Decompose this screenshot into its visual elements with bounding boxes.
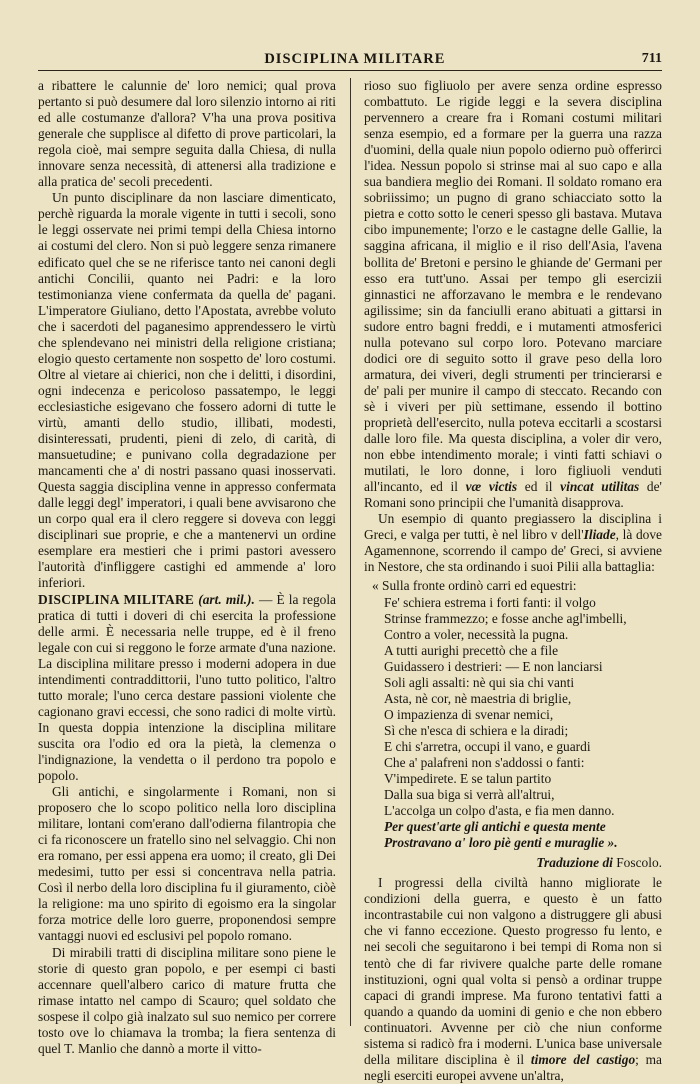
verse-line: Asta, nè cor, nè maestria di briglie, (384, 690, 572, 706)
verse-line: Prostravano a' loro piè genti e muraglie ». (384, 835, 618, 851)
verse-line: V'impedirete. E se talun partito (384, 771, 552, 787)
right-column (364, 78, 662, 1084)
entry-abbreviation: (art. mil.). (198, 591, 255, 607)
text-run: I progressi della civiltà hanno migliorate le condizioni della guerra, e questo è un fatto incontrastabile cui non valgono a distruggere gli abusi che vi fanno eccezione. Questo progresso fu lento, e nei secoli che seguitarono i bei tempi di Roma non si tentò che di far rivivere qualche parte delle romane instituzioni, ogni qual volta si pensò a ordinar truppe capaci di grandi imprese. Ma furono tentativi fatti a quando a quando da uomini di genio e che non ebbero continuatori. Avvenne per ciò che niun conforme sistema si radicò fra i moderni. L'unica base universale della militare disciplina è il (364, 875, 662, 1067)
verse-line: Dalla sua biga si verrà all'altrui, (384, 787, 555, 803)
text-run: , là dove Agamennone, scorrendo il campo de' Greci, si avviene in Nestore, che sta ordinando i suoi Pilii alla battaglia: (364, 527, 662, 575)
translation-label: Traduzione di (536, 855, 613, 871)
entry-definition: — È la regola pratica di tutti i doveri di chi esercita la professione delle armi. È necessaria nelle truppe, ed è il freno legale con cui si reggono le forze armate d'una nazione. La disciplina militare presso i moderni adopera in due intendimenti contraddittorii, l'uno tutto politico, l'altro tutto morale; l'uno cerca destare passioni violente che cagionano gravi eccessi, che sono radici di molte virtù. In questa doppia intenzione la disciplina militare suscita ora l'odio ed ora la pietà, la clemenza o l'indignazione, la vendetta o il perdono tra popolo e popolo. (38, 591, 336, 784)
verse-line: O impazienza di svenar nemici, (384, 706, 554, 722)
translation-credit (364, 855, 662, 871)
paragraph (364, 511, 662, 575)
verse-line: Strinse frammezzo; e fosse anche agl'imbelli, (384, 610, 627, 626)
latin-phrase: vincat utilitas (560, 479, 640, 495)
text-run: de' Romani sono principii che l'umanità disapprova. (364, 479, 662, 511)
verse-line: Contro a voler, necessità la pugna. (384, 626, 569, 642)
verse-line: Sì che n'esca di schiera e la diradi; (384, 722, 569, 738)
verse-line: Per quest'arte gli antichi e questa mente (384, 819, 606, 835)
page-number: 711 (641, 51, 662, 66)
latin-phrase: væ victis (465, 479, 518, 495)
entry-headword: DISCIPLINA MILITARE (38, 591, 195, 607)
paragraph (364, 78, 662, 511)
translator-name: Foscolo. (616, 855, 662, 871)
text-run: Un esempio di quanto pregiassero la disciplina i Greci, e valga per tutti, è nel libro v dell' (364, 511, 662, 543)
paragraph (364, 875, 662, 1084)
column-divider (350, 78, 351, 1026)
book-title: Iliade (583, 527, 616, 543)
verse-line: Guidassero i destrieri: — E non lanciarsi (384, 658, 603, 674)
emphasis-phrase: timore del castigo (530, 1051, 636, 1067)
verse-line: Che a' palafreni non s'addossi o fanti: (384, 754, 585, 770)
verse-line: Soli agli assalti: nè qui sia chi vanti (384, 674, 575, 690)
verse-quotation (372, 578, 662, 851)
verse-line: « Sulla fronte ordinò carri ed equestri: (372, 578, 577, 594)
paragraph: Gli antichi, e singolarmente i Romani, non si proposero che lo scopo politico nella loro disciplina militare, lontani com'erano dall'odierna filantropia che ci fa riconoscere un fratello sino nel selvaggio. Chi non era romano, per essi appena era uomo; il creato, gli Dei medesimi, tutto per essi si concentrava nella patria. Così il nerbo della loro disciplina fu il giuramento, ciòè la religione: ma uno spirito di egoismo era la singolar forza motrice delle loro guerre, proponendosi sempre vantaggi nuovi ed esclusivi pel popolo romano. (38, 784, 336, 944)
verse-line: E chi s'arretra, occupi il vano, e guardi (384, 738, 591, 754)
running-header (38, 48, 662, 71)
paragraph: Un punto disciplinare da non lasciare dimenticato, perchè riguarda la morale vigente in tutti i secoli, sono le leggi osservate nei primi tempi della Chiesa intorno ai costumi del clero. Non si può leggere senza rimanere edificato quel che se ne riferisce tanto nei canoni degli antichi Concilii, quanto nei Padri: e la loro testimonianza viene confermata da quella de' pagani. L'imperatore Giuliano, detto l'Apostata, avrebbe voluto che i sacerdoti del paganesimo apprendessero le virtù che splendevano nei ministri della religione cristiana; elogio questo certamente non sospetto de' loro costumi. Oltre al vietare ai chierici, non che i delitti, i disordini, ogni indecenza e pericoloso passatempo, le leggi ecclesiastiche esigevano che fossero adorni di tutte le virtù, amanti dello studio, illibati, modesti, disinteressati, prudenti, pieni di zelo, di carità, di mansuetudine; e punivano colla degradazione per mancamenti che a' di nostri passano quasi inosservati. Questa saggia disciplina venne in appresso confermata dalle leggi degl' imperatori, i quali bene avvisarono che un corpo qual era il clero reggere si doveva con leggi disciplinari sue proprie, e che a mantenervi un ordine esemplare era mestieri che i primi pastori avessero l'autorità d'infliggere castighi ed ammende a' loro inferiori. (38, 190, 336, 591)
paragraph: a ribattere le calunnie de' loro nemici; qual prova pertanto si può desumere dal loro silenzio intorno ai riti ed alle costumanze d'allora? V'ha una prova positiva generale che supplisce al difetto di prove particolari, la regola cioè, mai sempre seguita dalla Chiesa, di nulla innovare senza necessità, di attenersi alla tradizione e alla pratica de' secoli precedenti. (38, 78, 336, 190)
running-title: DISCIPLINA MILITARE (264, 50, 446, 67)
entry-disciplina-militare (38, 592, 336, 785)
text-run: ed il (524, 479, 553, 495)
paragraph: Di mirabili tratti di disciplina militare sono piene le storie di questo gran popolo, e per esempi ci basti accennare quell'albero carico di mature frutta che rimase intatto nel campo di Scauro; quel soldato che sospese il colpo già inalzato sul suo nemico per correre tosto ove lo chiamava la tromba; la fiera sentenza di quel T. Manlio che dannò a morte il vitto- (38, 944, 336, 1056)
left-column (38, 78, 336, 1057)
verse-line: A tutti aurighi precettò che a file (384, 642, 559, 658)
text-run: ; ma negli eserciti europei avvene un'altra, (364, 1051, 662, 1083)
verse-line: L'accolga un colpo d'asta, e fia men danno. (384, 803, 615, 819)
text-run: rioso suo figliuolo per avere senza ordine espresso combattuto. Le rigide leggi e la severa disciplina pervennero a creare fra i Romani costumi militari senza esempio, ed a formare per la guerra una razza d'uomini, della quale niun popolo odierno può offerirci l'idea. Nessun popolo si strinse mai al suo capo e alla sua bandiera meglio dei Romani. Il soldato romano era sobriissimo; un pugno di grano schiacciato sotto la pietra e cotto sotto le ceneri spesso gli bastava. Mutava cibo impunemente; l'orzo e le castagne delle Gallie, la saggina africana, il miglio e il riso dell'Asia, l'avena bollita de' Bretoni e persino le ghiande de' Germani per esso era tutt'uno. Assai per tempo gli esercizii ginnastici ne afforzavano le membra e le rendevano agilissime; sin da fanciulli erano abituati a gittarsi in sudore entro bagni freddi, e i mutamenti atmosferici nulla potevano sul corpo loro. Potevano marciare dodici ore di seguito sotto il grave peso della loro armatura, dei viveri, degli strumenti per trincierarsi e de' pali per munire il campo di steccato. Recando con sè i viveri per più settimane, essendo il bottino proprietà dell'esercito, nulla poteva eccitarli a scostarsi dalle loro file. Ma questa disciplina, a voler dir vero, non ebbe intendimento morale; i vinti fatti schiavi o mutilati, le loro donne, i loro figliuoli venduti all'incanto, ed il (364, 78, 662, 495)
verse-line: Fe' schiera estrema i forti fanti: il volgo (384, 594, 596, 610)
